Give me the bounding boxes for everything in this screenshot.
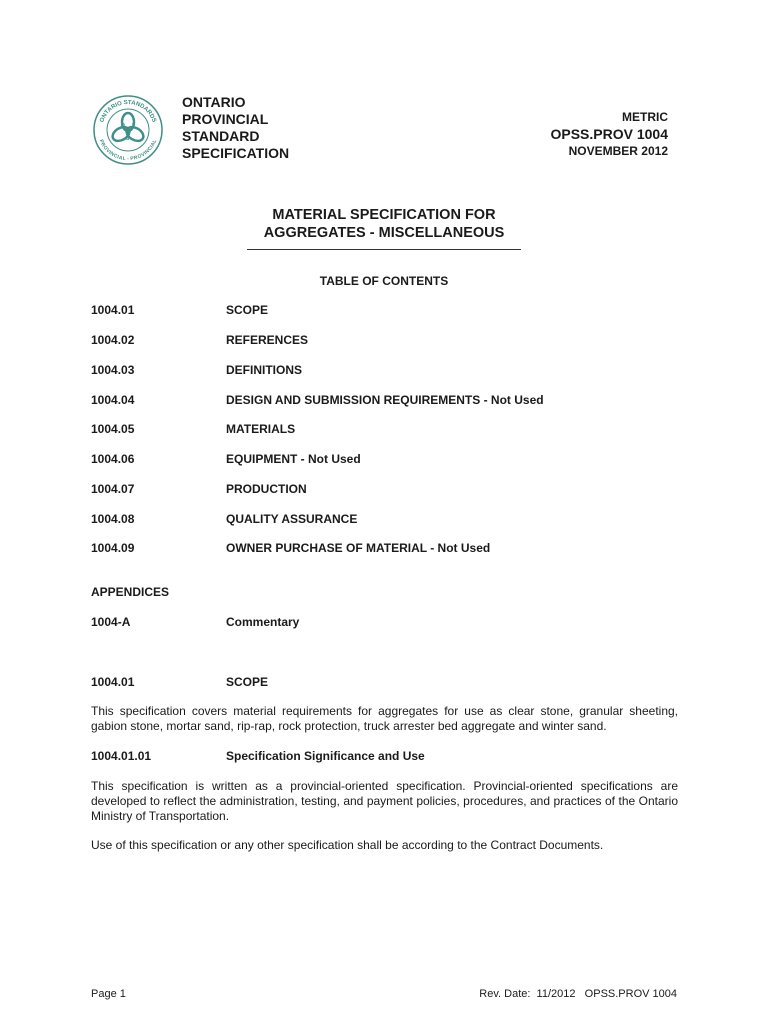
logo-ring-text-top: ONTARIO STANDARDS xyxy=(99,99,157,124)
toc-heading: TABLE OF CONTENTS xyxy=(319,274,449,288)
org-line: STANDARD xyxy=(182,128,260,144)
toc-item-label: EQUIPMENT - Not Used xyxy=(226,452,361,466)
section-number: 1004.01 xyxy=(91,675,135,689)
org-line: PROVINCIAL xyxy=(182,111,269,127)
document-date: NOVEMBER 2012 xyxy=(568,144,668,158)
toc-item-number: 1004.06 xyxy=(91,452,135,466)
subsection-label: Specification Significance and Use xyxy=(226,749,425,763)
toc-item-number: 1004.07 xyxy=(91,482,135,496)
svg-text:PROVINCIAL - PROVINCIAL xyxy=(98,139,159,162)
toc-item-label: MATERIALS xyxy=(226,422,296,436)
toc-item-number: 1004.05 xyxy=(91,422,135,436)
appendix-number: 1004-A xyxy=(91,615,131,629)
logo-letter-o: O xyxy=(121,123,125,129)
significance-paragraph-1: This specification is written as a provincial-oriented specification. Provincial-oriented specifications are developed to reflect the administration, testing, and payment policies, procedures, and practices of the Ontario Ministry of Transportation. xyxy=(91,779,678,823)
org-line: ONTARIO xyxy=(182,94,246,110)
toc-item-number: 1004.03 xyxy=(91,363,135,377)
revision-info: Rev. Date: 11/2012 OPSS.PROV 1004 xyxy=(479,988,677,1000)
significance-paragraph-2: Use of this specification or any other specification shall be according to the Contract Documents. xyxy=(91,838,604,852)
toc-item-label: REFERENCES xyxy=(226,333,309,347)
toc-item-label: OWNER PURCHASE OF MATERIAL - Not Used xyxy=(226,541,491,555)
section-label: SCOPE xyxy=(226,675,269,689)
title-line-1: MATERIAL SPECIFICATION FOR xyxy=(272,207,496,223)
page-number: Page 1 xyxy=(91,988,126,1000)
appendices-heading: APPENDICES xyxy=(91,585,170,599)
organization-name xyxy=(182,94,289,162)
subsection-number: 1004.01.01 xyxy=(91,749,152,763)
appendix-label: Commentary xyxy=(226,615,300,629)
toc-item-number: 1004.02 xyxy=(91,333,135,347)
scope-paragraph: This specification covers material requirements for aggregates for use as clear stone, granular sheeting, gabion stone, mortar sand, rip-rap, rock protection, truck arrester bed aggregate and winter sand. xyxy=(91,704,678,733)
toc-item-label: PRODUCTION xyxy=(226,482,307,496)
logo-ring-text-bottom: PROVINCIAL - PROVINCIAL xyxy=(97,138,159,163)
document-title xyxy=(0,206,768,242)
toc-item-label: DEFINITIONS xyxy=(226,363,303,377)
toc-item-number: 1004.01 xyxy=(91,303,135,317)
document-meta xyxy=(550,110,668,158)
toc-item-label: SCOPE xyxy=(226,303,269,317)
metric-label: METRIC xyxy=(622,110,668,124)
logo-letter-s: S xyxy=(126,136,130,142)
toc-item-number: 1004.04 xyxy=(91,393,135,407)
toc-item-number: 1004.09 xyxy=(91,541,135,555)
toc-item-label: DESIGN AND SUBMISSION REQUIREMENTS - Not Used xyxy=(226,393,544,407)
toc-item-label: QUALITY ASSURANCE xyxy=(226,512,358,526)
toc-item-number: 1004.08 xyxy=(91,512,135,526)
title-divider xyxy=(247,249,521,250)
document-code: OPSS.PROV 1004 xyxy=(550,126,668,142)
org-line: SPECIFICATION xyxy=(182,145,290,161)
title-line-2: AGGREGATES - MISCELLANEOUS xyxy=(263,225,505,241)
ops-logo xyxy=(92,94,164,166)
logo-letter-p: P xyxy=(132,123,136,129)
